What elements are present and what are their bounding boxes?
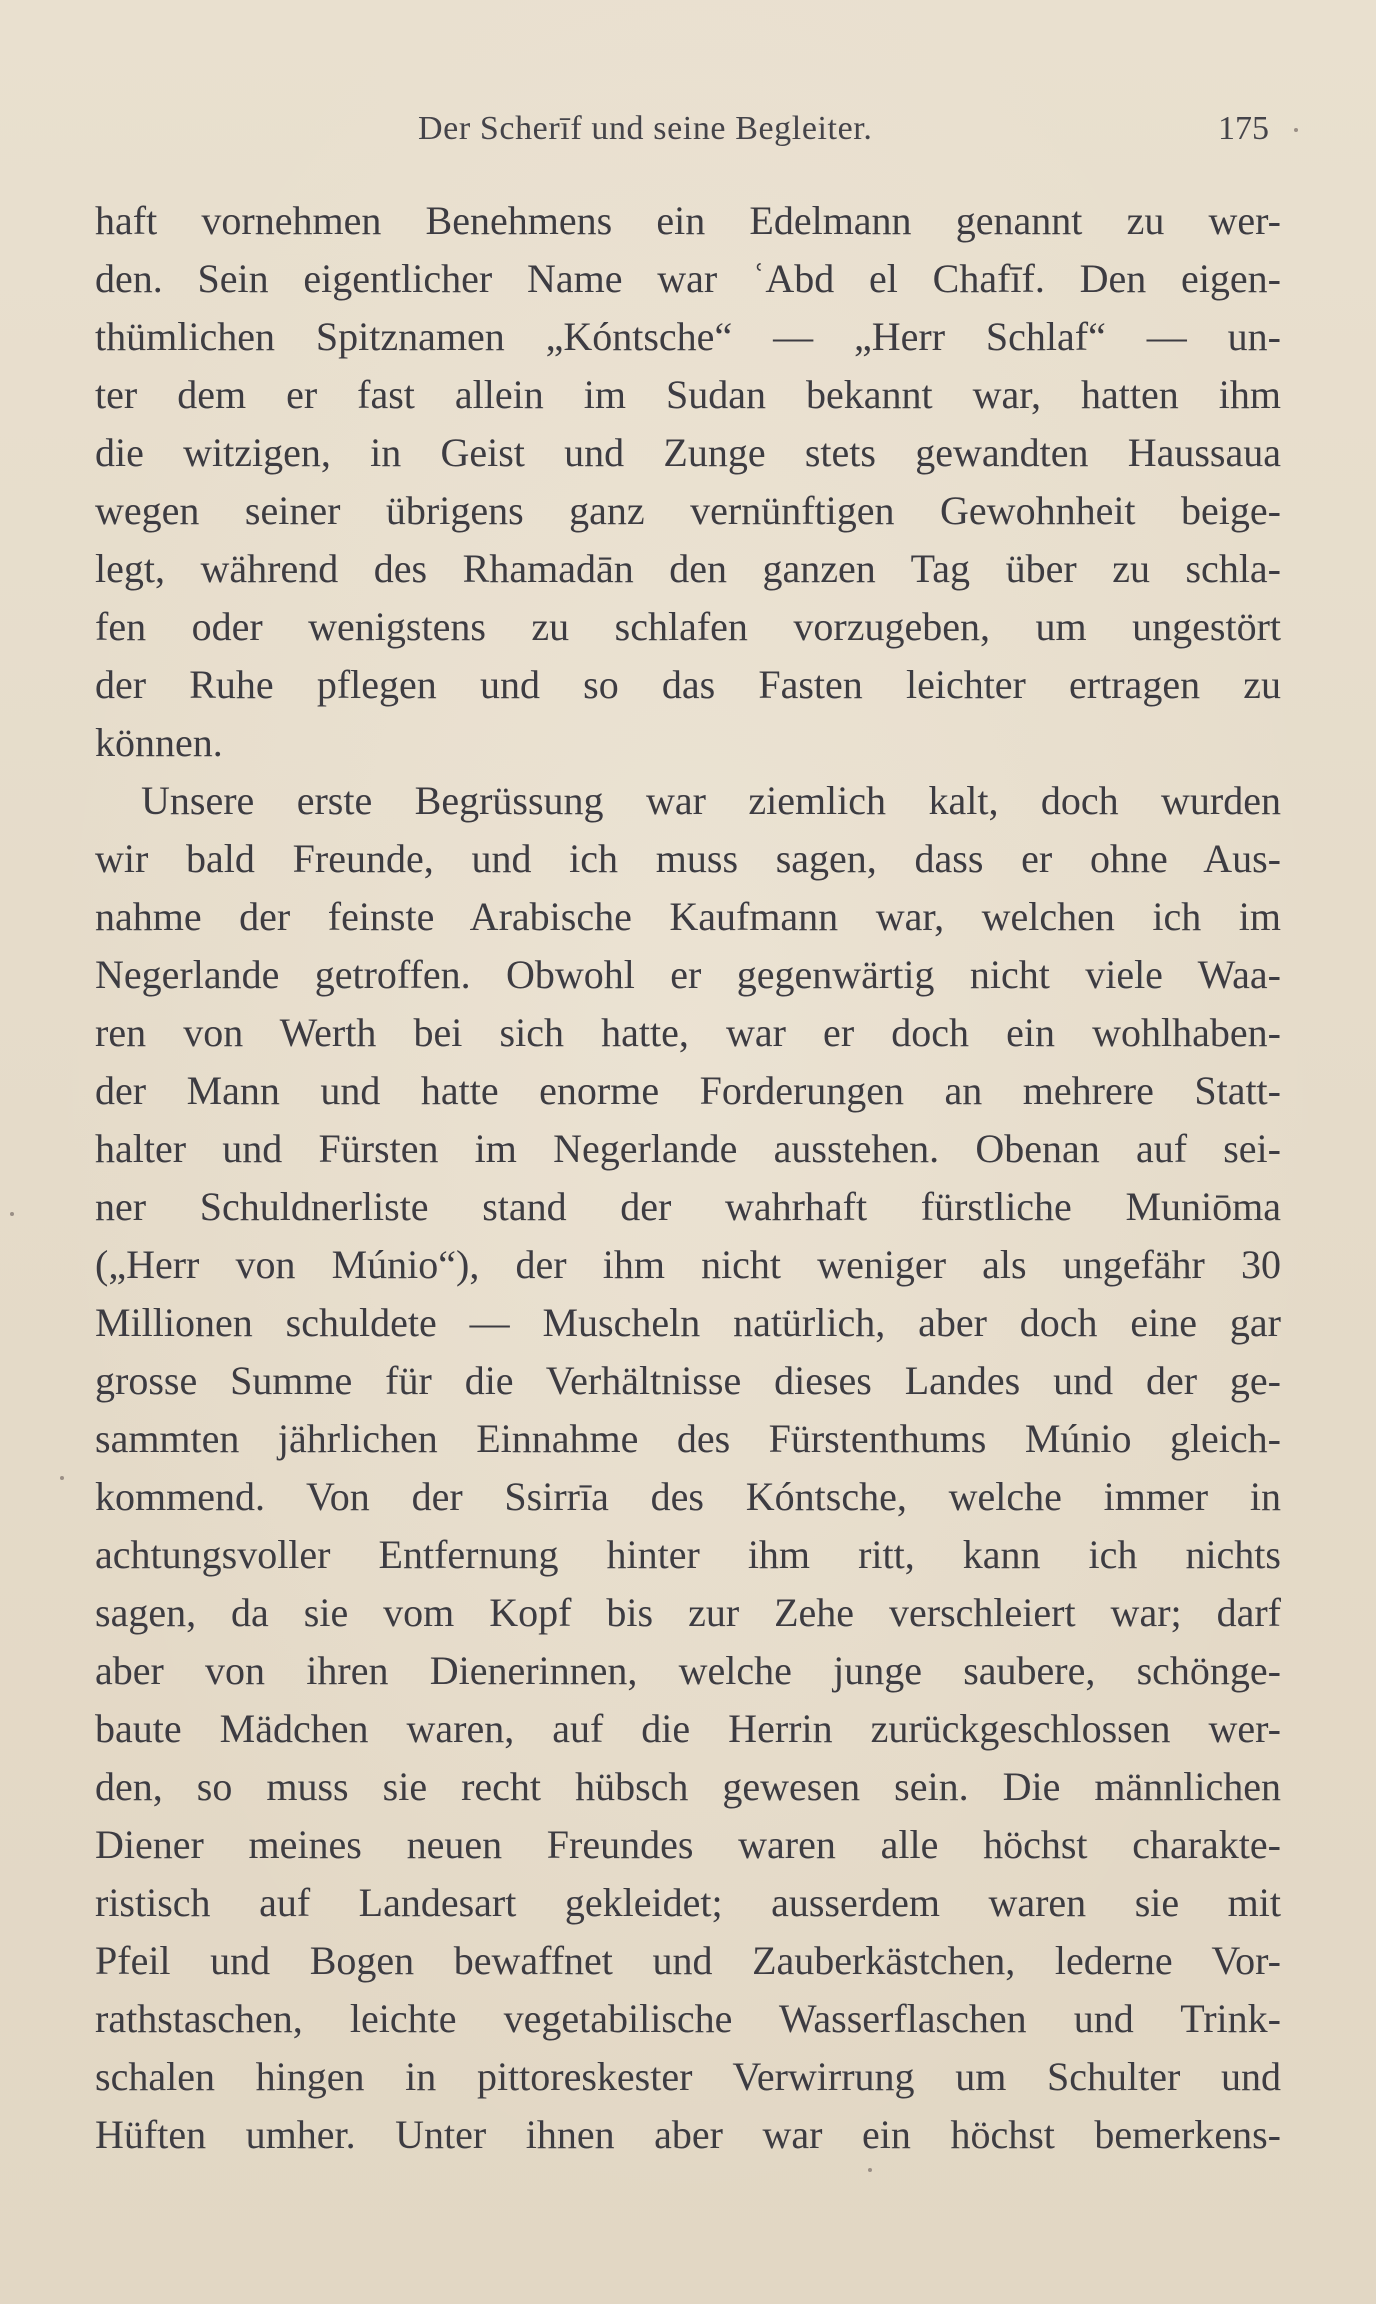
text-line: Negerlande getroffen. Obwohl er gegenwärtig nicht viele Waa- — [95, 952, 1281, 997]
text-line: thümlichen Spitznamen „Kóntsche“ — „Herr Schlaf“ — un- — [95, 314, 1281, 359]
text-line: fen oder wenigstens zu schlafen vorzugeben, um ungestört — [95, 604, 1281, 649]
text-line: ren von Werth bei sich hatte, war er doch ein wohlhaben- — [95, 1010, 1281, 1055]
paper-speck — [868, 2168, 872, 2172]
text-line: der Ruhe pflegen und so das Fasten leichter ertragen zu — [95, 662, 1281, 707]
text-line: grosse Summe für die Verhältnisse dieses Landes und der ge- — [95, 1358, 1281, 1403]
text-line: können. — [95, 720, 223, 765]
text-line: sagen, da sie vom Kopf bis zur Zehe verschleiert war; darf — [95, 1590, 1281, 1635]
text-line: ner Schuldnerliste stand der wahrhaft fürstliche Muniōma — [95, 1184, 1281, 1229]
paper-speck — [1294, 128, 1298, 132]
text-line: wegen seiner übrigens ganz vernünftigen Gewohnheit beige- — [95, 488, 1281, 533]
text-line: Diener meines neuen Freundes waren alle höchst charakte- — [95, 1822, 1281, 1867]
running-head-title: Der Scherīf und seine Begleiter. — [418, 110, 873, 147]
text-line: der Mann und hatte enorme Forderungen an mehrere Statt- — [95, 1068, 1281, 1113]
text-line: baute Mädchen waren, auf die Herrin zurückgeschlossen wer- — [95, 1706, 1281, 1751]
text-line: schalen hingen in pittoreskester Verwirrung um Schulter und — [95, 2054, 1281, 2099]
text-line: legt, während des Rhamadān den ganzen Tag über zu schla- — [95, 546, 1281, 591]
text-line: ristisch auf Landesart gekleidet; ausserdem waren sie mit — [95, 1880, 1281, 1925]
text-line: rathstaschen, leichte vegetabilische Wasserflaschen und Trink- — [95, 1996, 1281, 2041]
paper-speck — [60, 1476, 64, 1480]
text-line: haft vornehmen Benehmens ein Edelmann genannt zu wer- — [95, 198, 1281, 243]
text-line: halter und Fürsten im Negerlande ausstehen. Obenan auf sei- — [95, 1126, 1281, 1171]
text-line: den, so muss sie recht hübsch gewesen sein. Die männlichen — [95, 1764, 1281, 1809]
page-number: 175 — [1218, 110, 1269, 147]
body-text — [95, 192, 1281, 2164]
text-line: sammten jährlichen Einnahme des Fürstenthums Múnio gleich- — [95, 1416, 1281, 1461]
text-line: aber von ihren Dienerinnen, welche junge saubere, schönge- — [95, 1648, 1281, 1693]
paragraph-first-line: Unsere erste Begrüssung war ziemlich kalt, doch wurden — [141, 778, 1281, 823]
text-line: den. Sein eigentlicher Name war ʿAbd el Chafīf. Den eigen- — [95, 256, 1281, 301]
text-line: Millionen schuldete — Muscheln natürlich, aber doch eine gar — [95, 1300, 1281, 1345]
text-line: wir bald Freunde, und ich muss sagen, dass er ohne Aus- — [95, 836, 1281, 881]
text-line: ter dem er fast allein im Sudan bekannt war, hatten ihm — [95, 372, 1281, 417]
text-line: Pfeil und Bogen bewaffnet und Zauberkästchen, lederne Vor- — [95, 1938, 1281, 1983]
text-line: („Herr von Múnio“), der ihm nicht weniger als ungefähr 30 — [95, 1242, 1281, 1287]
text-line: kommend. Von der Ssirrīa des Kóntsche, welche immer in — [95, 1474, 1281, 1519]
text-line: Hüften umher. Unter ihnen aber war ein höchst bemerkens- — [95, 2112, 1281, 2157]
text-line: achtungsvoller Entfernung hinter ihm ritt, kann ich nichts — [95, 1532, 1281, 1577]
text-line: die witzigen, in Geist und Zunge stets gewandten Haussaua — [95, 430, 1281, 475]
running-head — [0, 110, 1376, 160]
paper-speck — [10, 1212, 14, 1216]
text-line: nahme der feinste Arabische Kaufmann war, welchen ich im — [95, 894, 1281, 939]
